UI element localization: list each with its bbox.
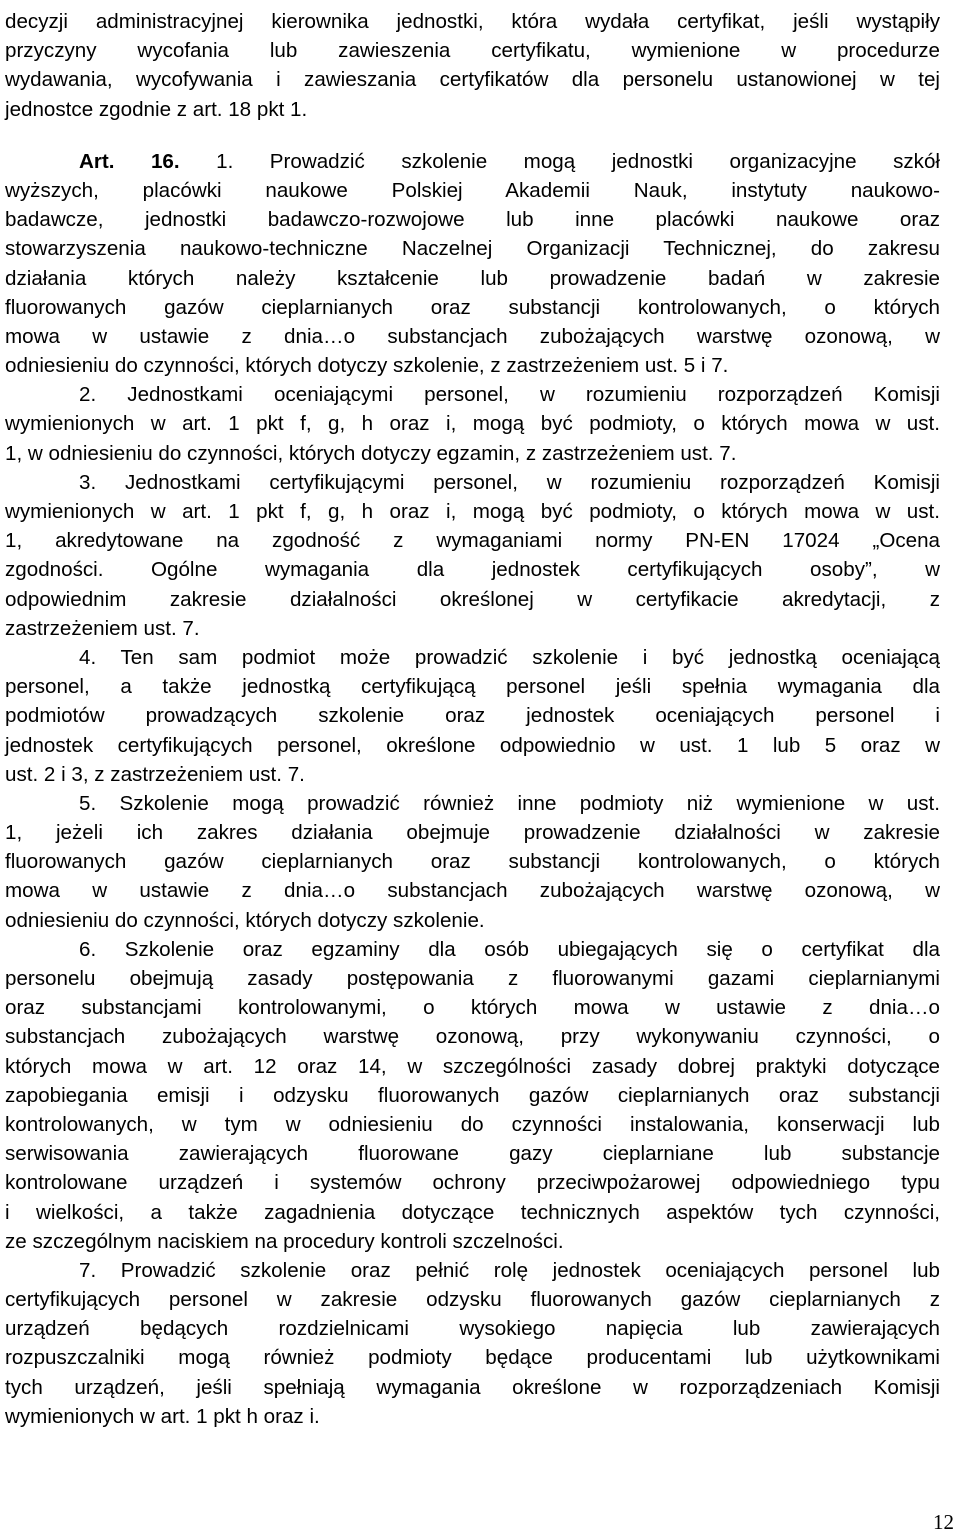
paragraph-4	[5, 643, 940, 789]
text-line: zapobiegania emisji i odzysku fluorowanych gazów cieplarnianych oraz substancji	[5, 1083, 940, 1107]
paragraph-1	[5, 147, 940, 381]
paragraph-1-first-text: 1. Prowadzić szkolenie mogą jednostki organizacyjne szkół	[216, 149, 940, 173]
text-line: ust. 2 i 3, z zastrzeżeniem ust. 7.	[5, 762, 305, 786]
text-line: zgodności. Ogólne wymagania dla jednostek certyfikujących osoby”, w	[5, 558, 940, 582]
text-line: 7. Prowadzić szkolenie oraz pełnić rolę jednostek oceniających personel lub	[79, 1258, 940, 1282]
text-line: stowarzyszenia naukowo-techniczne Naczelnej Organizacji Technicznej, do zakresu	[5, 237, 940, 261]
article-16	[5, 147, 940, 1431]
text-line: mowa w ustawie z dnia…o substancjach zubożających warstwę ozonową, w	[5, 879, 940, 903]
text-line: podmiotów prowadzących szkolenie oraz jednostek oceniających personel i	[5, 704, 940, 728]
text-line: serwisowania zawierających fluorowane gazy cieplarniane lub substancje	[5, 1142, 940, 1166]
paragraph-5	[5, 789, 940, 935]
text-line: jednostek certyfikujących personel, określone odpowiednio w ust. 1 lub 5 oraz w	[5, 733, 940, 757]
text-line: wydawania, wycofywania i zawieszania certyfikatów dla personelu ustanowionej w tej	[5, 68, 940, 92]
document-page	[5, 7, 940, 1431]
intro-paragraph	[5, 7, 940, 124]
text-line: fluorowanych gazów cieplarnianych oraz substancji kontrolowanych, o których	[5, 850, 940, 874]
paragraph-7	[5, 1256, 940, 1431]
text-line: 2. Jednostkami oceniającymi personel, w rozumieniu rozporządzeń Komisji	[79, 383, 940, 407]
text-line: wymienionych w art. 1 pkt f, g, h oraz i, mogą być podmioty, o których mowa w ust.	[5, 412, 940, 436]
text-line: wyższych, placówki naukowe Polskiej Akademii Nauk, instytuty naukowo-	[5, 178, 940, 202]
text-line: których mowa w art. 12 oraz 14, w szczególności zasady dobrej praktyki dotyczące	[5, 1054, 940, 1078]
text-line: odniesieniu do czynności, których dotyczy szkolenie.	[5, 908, 485, 932]
paragraph-2	[5, 380, 940, 468]
article-first-line	[5, 147, 940, 176]
paragraph-3	[5, 468, 940, 643]
text-line: 1, w odniesieniu do czynności, których dotyczy egzamin, z zastrzeżeniem ust. 7.	[5, 441, 737, 465]
article-label: Art. 16.	[79, 149, 217, 173]
text-line: 1, akredytowane na zgodność z wymaganiami normy PN-EN 17024 „Ocena	[5, 529, 940, 553]
text-line: zastrzeżeniem ust. 7.	[5, 616, 200, 640]
text-line: 4. Ten sam podmiot może prowadzić szkolenie i być jednostką oceniającą	[79, 645, 940, 669]
text-line: certyfikujących personel w zakresie odzysku fluorowanych gazów cieplarnianych z	[5, 1288, 940, 1312]
text-line: 6. Szkolenie oraz egzaminy dla osób ubiegających się o certyfikat dla	[79, 937, 940, 961]
text-line: wymienionych w art. 1 pkt h oraz i.	[5, 1404, 320, 1428]
text-line: i wielkości, a także zagadnienia dotyczące technicznych aspektów tych czynności,	[5, 1200, 940, 1224]
text-line: odniesieniu do czynności, których dotyczy szkolenie, z zastrzeżeniem ust. 5 i 7.	[5, 354, 729, 378]
text-line: decyzji administracyjnej kierownika jednostki, która wydała certyfikat, jeśli wystąpiły	[5, 10, 940, 33]
text-line: ze szczególnym naciskiem na procedury kontroli szczelności.	[5, 1229, 564, 1253]
text-line: kontrolowane urządzeń i systemów ochrony przeciwpożarowej odpowiedniego typu	[5, 1171, 940, 1195]
text-line: personelu obejmują zasady postępowania z fluorowanymi gazami cieplarnianymi	[5, 967, 940, 990]
text-line: personel, a także jednostką certyfikującą personel jeśli spełnia wymagania dla	[5, 675, 940, 699]
text-line: substancjach zubożających warstwę ozonową, przy wykonywaniu czynności, o	[5, 1025, 940, 1049]
text-line: 3. Jednostkami certyfikującymi personel, w rozumieniu rozporządzeń Komisji	[79, 470, 940, 494]
text-line: przyczyny wycofania lub zawieszenia certyfikatu, wymienione w procedurze	[5, 39, 940, 63]
page-number: 12	[933, 1510, 954, 1534]
text-line: tych urządzeń, jeśli spełniają wymagania określone w rozporządzeniach Komisji	[5, 1375, 940, 1399]
text-line: oraz substancjami kontrolowanymi, o których mowa w ustawie z dnia…o	[5, 996, 940, 1020]
text-line: 1, jeżeli ich zakres działania obejmuje prowadzenie działalności w zakresie	[5, 821, 940, 845]
text-line: wymienionych w art. 1 pkt f, g, h oraz i, mogą być podmioty, o których mowa w ust.	[5, 500, 940, 523]
text-line: badawcze, jednostki badawczo-rozwojowe lub inne placówki naukowe oraz	[5, 208, 940, 232]
text-line: kontrolowanych, w tym w odniesieniu do czynności instalowania, konserwacji lub	[5, 1112, 940, 1136]
text-line: rozpuszczalniki mogą również podmioty będące producentami lub użytkownikami	[5, 1346, 940, 1370]
paragraph-6	[5, 935, 940, 1256]
text-line: działania których należy kształcenie lub prowadzenie badań w zakresie	[5, 266, 940, 290]
text-line: urządzeń będących rozdzielnicami wysokiego napięcia lub zawierających	[5, 1317, 940, 1341]
text-line: jednostce zgodnie z art. 18 pkt 1.	[5, 97, 308, 121]
text-line: odpowiednim zakresie działalności określonej w certyfikacie akredytacji, z	[5, 587, 940, 611]
text-line: 5. Szkolenie mogą prowadzić również inne podmioty niż wymienione w ust.	[79, 791, 940, 815]
spacer	[5, 124, 940, 147]
text-line: mowa w ustawie z dnia…o substancjach zubożających warstwę ozonową, w	[5, 324, 940, 348]
text-line: fluorowanych gazów cieplarnianych oraz substancji kontrolowanych, o których	[5, 295, 940, 319]
